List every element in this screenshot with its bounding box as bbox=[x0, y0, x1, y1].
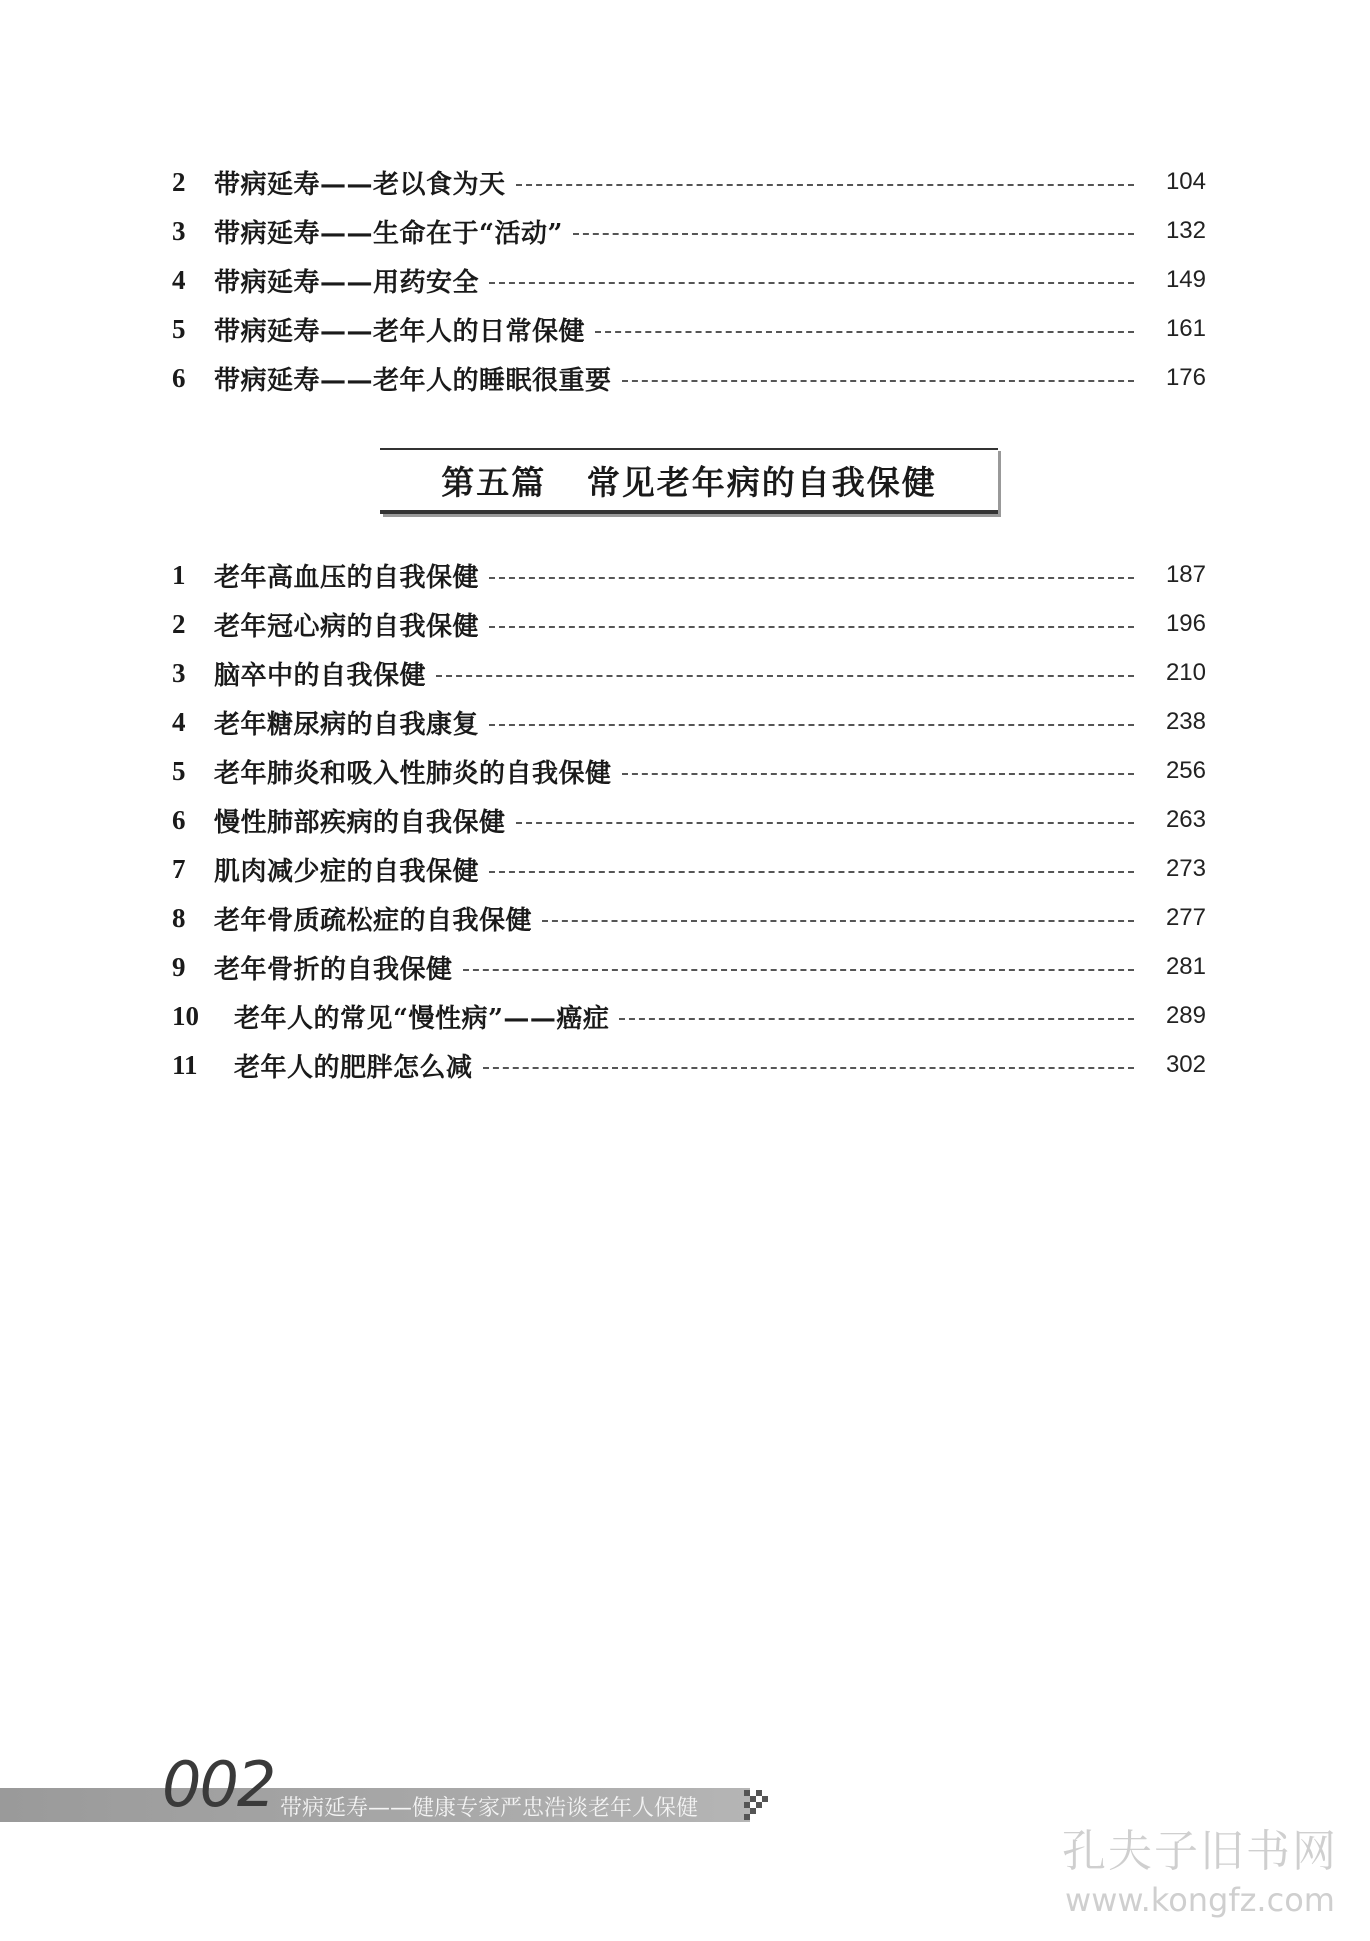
toc-entry[interactable] bbox=[172, 849, 1206, 889]
toc-entry[interactable] bbox=[172, 309, 1206, 349]
dotted-leader bbox=[516, 822, 1134, 824]
entry-page: 196 bbox=[1165, 610, 1206, 637]
section-heading[interactable] bbox=[380, 448, 998, 514]
entry-number: 6 bbox=[172, 362, 186, 393]
pixel-decoration-icon bbox=[744, 1790, 770, 1820]
dotted-leader bbox=[516, 184, 1134, 186]
toc-entry[interactable] bbox=[172, 1045, 1206, 1085]
dotted-leader bbox=[489, 626, 1134, 628]
dotted-leader bbox=[489, 282, 1134, 284]
entry-page: 210 bbox=[1165, 659, 1206, 686]
toc-entry[interactable] bbox=[172, 996, 1206, 1036]
entry-page: 149 bbox=[1165, 266, 1206, 293]
entry-number: 4 bbox=[172, 706, 186, 737]
entry-title: 肌肉减少症的自我保健 bbox=[214, 856, 480, 887]
entry-page: 281 bbox=[1165, 953, 1206, 980]
entry-number: 5 bbox=[172, 313, 186, 344]
entry-title: 老年人的常见“慢性病”——癌症 bbox=[234, 1003, 610, 1034]
entry-page: 161 bbox=[1165, 315, 1206, 342]
entry-title: 老年人的肥胖怎么减 bbox=[234, 1052, 473, 1083]
toc-entry[interactable] bbox=[172, 604, 1206, 644]
toc-entry[interactable] bbox=[172, 162, 1206, 202]
entry-title: 老年肺炎和吸入性肺炎的自我保健 bbox=[214, 758, 612, 789]
toc-entry[interactable] bbox=[172, 947, 1206, 987]
entry-title: 带病延寿——用药安全 bbox=[214, 267, 480, 298]
toc-entry[interactable] bbox=[172, 358, 1206, 398]
footer-page-number: 002 bbox=[162, 1748, 275, 1821]
watermark-url: www.kongfz.com bbox=[1065, 1881, 1335, 1919]
entry-title: 带病延寿——老年人的睡眠很重要 bbox=[214, 365, 612, 396]
entry-page: 256 bbox=[1165, 757, 1206, 784]
entry-page: 277 bbox=[1165, 904, 1206, 931]
watermark-name: 孔夫子旧书网 bbox=[1062, 1826, 1338, 1877]
entry-page: 263 bbox=[1165, 806, 1206, 833]
toc-entry[interactable] bbox=[172, 211, 1206, 251]
entry-page: 176 bbox=[1165, 364, 1206, 391]
entry-number: 6 bbox=[172, 804, 186, 835]
dotted-leader bbox=[489, 724, 1134, 726]
entry-page: 104 bbox=[1165, 168, 1206, 195]
entry-title: 老年冠心病的自我保健 bbox=[214, 611, 480, 642]
entry-number: 10 bbox=[172, 1000, 199, 1031]
entry-title: 脑卒中的自我保健 bbox=[214, 660, 427, 691]
entry-title: 老年骨质疏松症的自我保健 bbox=[214, 905, 533, 936]
entry-number: 2 bbox=[172, 608, 186, 639]
toc-entry[interactable] bbox=[172, 702, 1206, 742]
entry-title: 慢性肺部疾病的自我保健 bbox=[214, 807, 506, 838]
entry-number: 5 bbox=[172, 755, 186, 786]
dotted-leader bbox=[622, 773, 1134, 775]
entry-page: 302 bbox=[1165, 1051, 1206, 1078]
entry-number: 2 bbox=[172, 166, 186, 197]
entry-number: 4 bbox=[172, 264, 186, 295]
toc-entry[interactable] bbox=[172, 751, 1206, 791]
entry-title: 老年骨折的自我保健 bbox=[214, 954, 453, 985]
entry-number: 1 bbox=[172, 559, 186, 590]
entry-title: 老年高血压的自我保健 bbox=[214, 562, 480, 593]
dotted-leader bbox=[463, 969, 1134, 971]
toc-entry[interactable] bbox=[172, 800, 1206, 840]
entry-number: 3 bbox=[172, 657, 186, 688]
entry-page: 273 bbox=[1165, 855, 1206, 882]
entry-page: 289 bbox=[1165, 1002, 1206, 1029]
dotted-leader bbox=[489, 871, 1134, 873]
dotted-leader bbox=[489, 577, 1134, 579]
toc-entry[interactable] bbox=[172, 898, 1206, 938]
entry-title: 老年糖尿病的自我康复 bbox=[214, 709, 480, 740]
toc-entry[interactable] bbox=[172, 653, 1206, 693]
entry-number: 8 bbox=[172, 902, 186, 933]
section-title: 第五篇 常见老年病的自我保健 bbox=[441, 462, 937, 502]
dotted-leader bbox=[542, 920, 1134, 922]
entry-number: 7 bbox=[172, 853, 186, 884]
entry-title: 带病延寿——生命在于“活动” bbox=[214, 218, 563, 249]
dotted-leader bbox=[436, 675, 1134, 677]
toc-entry[interactable] bbox=[172, 260, 1206, 300]
entry-page: 187 bbox=[1165, 561, 1206, 588]
dotted-leader bbox=[622, 380, 1134, 382]
dotted-leader bbox=[573, 233, 1134, 235]
toc-entry[interactable] bbox=[172, 555, 1206, 595]
entry-page: 238 bbox=[1165, 708, 1206, 735]
entry-number: 9 bbox=[172, 951, 186, 982]
entry-number: 3 bbox=[172, 215, 186, 246]
entry-title: 带病延寿——老以食为天 bbox=[214, 169, 506, 200]
watermark bbox=[1050, 1815, 1350, 1919]
dotted-leader bbox=[619, 1018, 1134, 1020]
entry-number: 11 bbox=[172, 1049, 198, 1080]
dotted-leader bbox=[483, 1067, 1134, 1069]
entry-title: 带病延寿——老年人的日常保健 bbox=[214, 316, 586, 347]
dotted-leader bbox=[595, 331, 1134, 333]
entry-page: 132 bbox=[1165, 217, 1206, 244]
footer-book-title: 带病延寿——健康专家严忠浩谈老年人保健 bbox=[280, 1796, 699, 1821]
